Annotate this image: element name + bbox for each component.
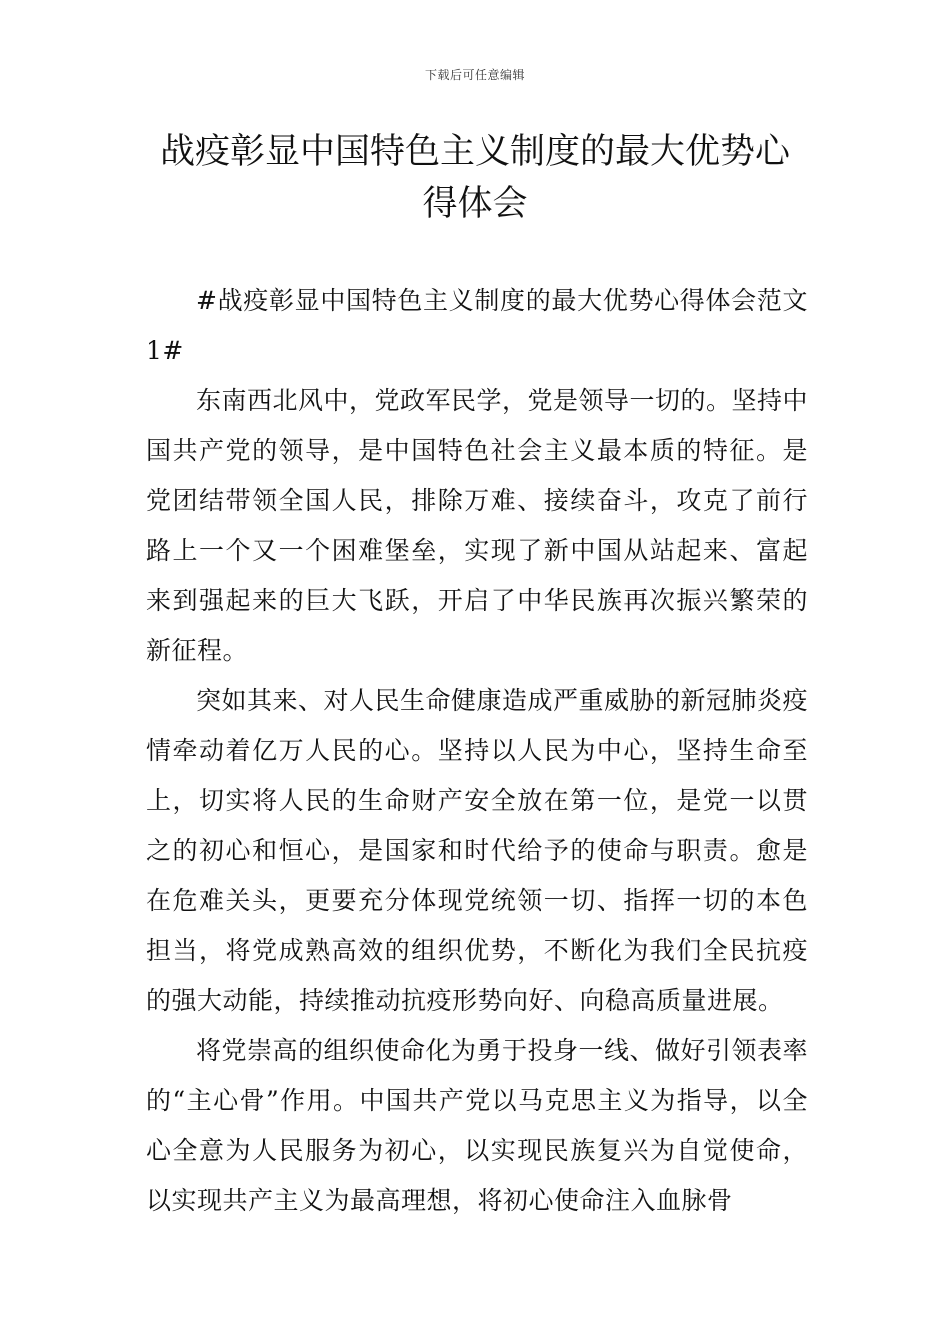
title-line-1: 战疫彰显中国特色主义制度的最大优势心 <box>159 132 790 172</box>
paragraph-heading: #战疫彰显中国特色主义制度的最大优势心得体会范文1# <box>146 286 808 365</box>
title-line-2: 得体会 <box>422 184 528 224</box>
paragraph: 将党崇高的组织使命化为勇于投身一线、做好引领表率的“主心骨”作用。中国共产党以马克思主义为指导，以全心全意为人民服务为初心，以实现民族复兴为自觉使命，以实现共产主义为最高理想，将初心使命注入血脉骨 <box>146 1036 809 1215</box>
paragraph: 突如其来、对人民生命健康造成严重威胁的新冠肺炎疫情牵动着亿万人民的心。坚持以人民为中心，坚持生命至上，切实将人民的生命财产安全放在第一位，是党一以贯之的初心和恒心，是国家和时代给予的使命与职责。愈是在危难关头，更要充分体现党统领一切、指挥一切的本色担当，将党成熟高效的组织优势，不断化为我们全民抗疫的强大动能，持续推动抗疫形势向好、向稳高质量进展。 <box>146 686 809 1015</box>
header-note: 下载后可任意编辑 <box>424 68 525 82</box>
page-title <box>140 126 810 230</box>
paragraph: 东南西北风中，党政军民学，党是领导一切的。坚持中国共产党的领导，是中国特色社会主义最本质的特征。是党团结带领全国人民，排除万难、接续奋斗，攻克了前行路上一个又一个困难堡垒，实现了新中国从站起来、富起来到强起来的巨大飞跃，开启了中华民族再次振兴繁荣的新征程。 <box>146 386 809 665</box>
document-body <box>146 276 808 1226</box>
